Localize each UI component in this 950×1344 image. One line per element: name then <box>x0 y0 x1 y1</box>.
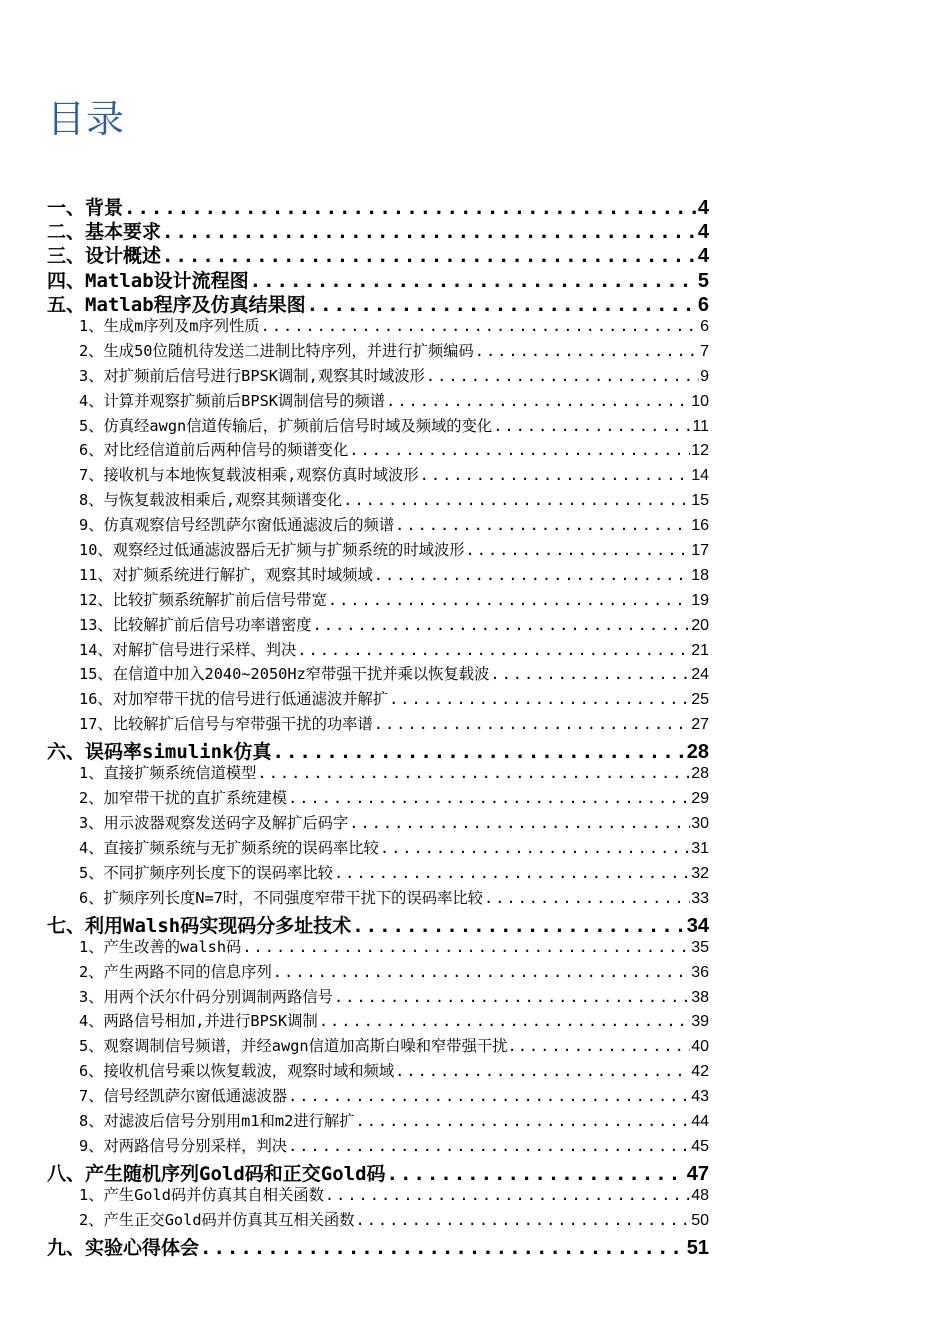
toc-section-entry[interactable] <box>47 364 709 389</box>
toc-entry-title: 8、与恢复载波相乘后,观察其频谱变化 <box>79 491 343 510</box>
toc-section-entry[interactable] <box>47 1134 709 1159</box>
toc-dot-leader <box>328 591 690 609</box>
toc-entry-title: 九、实验心得体会 <box>47 1236 200 1257</box>
toc-page-number: 31 <box>691 839 709 857</box>
toc-entry-title: 1、直接扩频系统信道模型 <box>79 764 257 783</box>
toc-dot-leader <box>352 915 686 935</box>
toc-dot-leader <box>356 1112 691 1130</box>
toc-entry-title: 2、产生两路不同的信息序列 <box>79 962 272 981</box>
toc-chapter-entry[interactable] <box>47 266 709 290</box>
toc-page-number: 25 <box>691 691 709 709</box>
toc-page-number: 29 <box>691 790 709 808</box>
toc-entry-title: 3、对扩频前后信号进行BPSK调制,观察其时域波形 <box>79 366 425 385</box>
toc-dot-leader <box>493 417 691 435</box>
toc-entry-title: 4、两路信号相加,并进行BPSK调制 <box>79 1012 318 1031</box>
toc-dot-leader <box>395 516 690 534</box>
toc-dot-leader <box>124 197 697 217</box>
toc-page-number: 33 <box>691 889 709 907</box>
toc-entry-title: 4、直接扩频系统与无扩频系统的误码率比较 <box>79 838 379 857</box>
toc-page-number: 27 <box>691 716 709 734</box>
toc-page-number: 9 <box>700 367 709 385</box>
toc-entry-title: 6、接收机信号乘以恢复载波，观察时域和频域 <box>79 1062 395 1081</box>
toc-page-number: 16 <box>691 517 709 535</box>
toc-page-number: 51 <box>686 1236 709 1257</box>
toc-section-entry[interactable] <box>47 339 709 364</box>
toc-dot-leader <box>420 466 691 484</box>
toc-entry-title: 四、Matlab设计流程图 <box>47 269 249 290</box>
toc-section-entry[interactable] <box>47 1183 709 1208</box>
toc-entry-title: 七、利用Walsh码实现码分多址技术 <box>47 914 352 935</box>
toc-dot-leader <box>484 889 690 907</box>
toc-page-number: 15 <box>691 492 709 510</box>
toc-page-number: 11 <box>692 417 709 435</box>
toc-page-number: 6 <box>700 317 709 335</box>
toc-section-entry[interactable] <box>47 836 709 861</box>
toc-entry-title: 2、加窄带干扰的直扩系统建模 <box>79 789 288 808</box>
toc-page-number: 5 <box>697 269 709 290</box>
toc-section-entry[interactable] <box>47 389 709 414</box>
toc-page-number: 4 <box>697 245 709 266</box>
toc-entry-title: 15、在信道中加入2040~2050Hz窄带强干扰并乘以恢复载波 <box>79 665 490 684</box>
toc-section-entry[interactable] <box>47 613 709 638</box>
toc-section-entry[interactable] <box>47 1084 709 1109</box>
toc-dot-leader <box>162 245 697 265</box>
toc-chapter-entry[interactable] <box>47 217 709 241</box>
toc-dot-leader <box>395 1062 690 1080</box>
toc-chapter-entry[interactable] <box>47 193 709 217</box>
toc-dot-leader <box>387 1163 686 1183</box>
toc-entry-title: 1、生成m序列及m序列性质 <box>79 316 260 335</box>
toc-section-entry[interactable] <box>47 438 709 463</box>
toc-entry-title: 17、比较解扩后信号与窄带强干扰的功率谱 <box>79 715 373 734</box>
toc-section-entry[interactable] <box>47 1034 709 1059</box>
toc-section-entry[interactable] <box>47 414 709 439</box>
toc-entry-title: 5、仿真经awgn信道传输后，扩频前后信号时域及频域的变化 <box>79 416 493 435</box>
toc-entry-title: 二、基本要求 <box>47 221 162 242</box>
toc-section-entry[interactable] <box>47 886 709 911</box>
toc-entry-title: 9、对两路信号分别采样，判决 <box>79 1136 288 1155</box>
toc-entry-title: 八、产生随机序列Gold码和正交Gold码 <box>47 1162 386 1183</box>
toc-chapter-entry[interactable] <box>47 737 709 761</box>
toc-dot-leader <box>426 367 699 385</box>
toc-page-number: 24 <box>691 666 709 684</box>
toc-section-entry[interactable] <box>47 786 709 811</box>
toc-entry-title: 6、扩频序列长度N=7时，不同强度窄带干扰下的误码率比较 <box>79 888 483 907</box>
toc-page-number: 4 <box>697 221 709 242</box>
toc-entry-title: 13、比较解扩前后信号功率谱密度 <box>79 615 312 634</box>
toc-entry-title: 六、误码率simulink仿真 <box>47 741 272 762</box>
toc-page-number: 18 <box>691 566 709 584</box>
toc-dot-leader <box>242 938 690 956</box>
toc-dot-leader <box>374 566 690 584</box>
toc-entry-title: 2、产生正交Gold码并仿真其互相关函数 <box>79 1210 355 1229</box>
toc-page-number: 34 <box>686 914 709 935</box>
toc-dot-leader <box>319 1012 690 1030</box>
toc-section-entry[interactable] <box>47 811 709 836</box>
toc-dot-leader <box>273 741 686 761</box>
toc-dot-leader <box>273 963 690 981</box>
toc-dot-leader <box>356 1211 691 1229</box>
toc-page-number: 50 <box>691 1211 709 1229</box>
page-title: 目录 <box>47 97 126 141</box>
toc-page-number: 12 <box>691 442 709 460</box>
toc-page-number: 45 <box>691 1137 709 1155</box>
toc-entry-title: 4、计算并观察扩频前后BPSK调制信号的频谱 <box>79 391 386 410</box>
toc-page-number: 28 <box>691 765 709 783</box>
toc-section-entry[interactable] <box>47 662 709 687</box>
toc-dot-leader <box>490 665 690 683</box>
toc-entry-title: 7、信号经凯萨尔窗低通滤波器 <box>79 1087 288 1106</box>
toc-dot-leader <box>288 1137 690 1155</box>
toc-page-number: 44 <box>691 1113 709 1131</box>
toc-dot-leader <box>162 221 697 241</box>
toc-section-entry[interactable] <box>47 314 709 339</box>
toc-page-number: 42 <box>691 1063 709 1081</box>
toc-chapter-entry[interactable] <box>47 290 709 314</box>
toc-entry-title: 1、产生Gold码并仿真其自相关函数 <box>79 1186 324 1204</box>
toc-entry-title: 12、比较扩频系统解扩前后信号带宽 <box>79 590 327 609</box>
toc-dot-leader <box>297 641 690 659</box>
toc-dot-leader <box>261 317 699 335</box>
toc-dot-leader <box>466 541 691 559</box>
toc-dot-leader <box>250 270 697 290</box>
toc-section-entry[interactable] <box>47 588 709 613</box>
toc-dot-leader <box>389 690 690 708</box>
toc-entry-title: 3、用示波器观察发送码字及解扩后码字 <box>79 814 349 833</box>
toc-dot-leader <box>334 988 690 1006</box>
toc-page-number: 6 <box>697 293 709 314</box>
toc-section-entry[interactable] <box>47 1208 709 1233</box>
toc-section-entry[interactable] <box>47 513 709 538</box>
toc-page-number: 40 <box>691 1038 709 1056</box>
toc-dot-leader <box>325 1186 690 1204</box>
toc-entry-title: 5、观察调制信号频谱，并经awgn信道加高斯白噪和窄带强干扰. <box>79 1037 517 1056</box>
toc-section-entry[interactable] <box>47 960 709 985</box>
toc-page-number: 7 <box>700 342 709 360</box>
toc-entry-title: 2、生成50位随机待发送二进制比特序列，并进行扩频编码 <box>79 341 474 360</box>
toc-section-entry[interactable] <box>47 1109 709 1134</box>
toc-chapter-entry[interactable] <box>47 911 709 935</box>
toc-dot-leader <box>343 491 690 509</box>
toc-dot-leader <box>380 839 690 857</box>
toc-section-entry[interactable] <box>47 985 709 1010</box>
toc-section-entry[interactable] <box>47 761 709 786</box>
toc-page-number: 48 <box>691 1187 709 1204</box>
toc-page-number: 30 <box>691 815 709 833</box>
toc-dot-leader <box>200 1237 686 1257</box>
toc-section-entry[interactable] <box>47 488 709 513</box>
toc-dot-leader <box>257 764 690 782</box>
toc-page-number: 19 <box>691 591 709 609</box>
toc-section-entry[interactable] <box>47 538 709 563</box>
toc-entry-title: 7、接收机与本地恢复载波相乘,观察仿真时域波形 <box>79 466 419 485</box>
toc-section-entry[interactable] <box>47 935 709 960</box>
toc-dot-leader <box>374 715 690 733</box>
toc-page-number: 21 <box>691 641 709 659</box>
toc-entry-title: 1、产生改善的walsh码 <box>79 937 242 956</box>
toc-dot-leader <box>386 392 690 410</box>
toc-entry-title: 8、对滤波后信号分别用m1和m2进行解扩 <box>79 1112 355 1131</box>
toc-section-entry[interactable] <box>47 463 709 488</box>
toc-page-number: 10 <box>691 392 709 410</box>
toc-dot-leader <box>288 1087 690 1105</box>
toc-page-number: 20 <box>691 616 709 634</box>
toc-section-entry[interactable] <box>47 687 709 712</box>
toc-entry-title: 5、不同扩频序列长度下的误码率比较 <box>79 863 333 882</box>
toc-page-number: 38 <box>691 988 709 1006</box>
toc-page-number: 39 <box>691 1013 709 1031</box>
toc-page-number: 32 <box>691 864 709 882</box>
toc-chapter-entry[interactable] <box>47 241 709 265</box>
toc-section-entry[interactable] <box>47 861 709 886</box>
toc-dot-leader <box>518 1037 691 1055</box>
toc-entry-title: 3、用两个沃尔什码分别调制两路信号 <box>79 987 333 1006</box>
toc-page-number: 4 <box>697 197 709 218</box>
toc-dot-leader <box>313 616 691 634</box>
toc-entry-title: 6、对比经信道前后两种信号的频谱变化 <box>79 441 349 460</box>
toc-section-entry[interactable] <box>47 563 709 588</box>
toc-dot-leader <box>475 342 699 360</box>
toc-page-number: 14 <box>691 467 709 485</box>
toc-entry-title: 10、观察经过低通滤波器后无扩频与扩频系统的时域波形 <box>79 540 465 559</box>
toc-section-entry[interactable] <box>47 1059 709 1084</box>
toc-section-entry[interactable] <box>47 1009 709 1034</box>
toc-dot-leader <box>307 294 697 314</box>
toc-chapter-entry[interactable] <box>47 1233 709 1257</box>
toc-dot-leader <box>288 789 690 807</box>
toc-entry-title: 11、对扩频系统进行解扩，观察其时域频域 <box>79 565 373 584</box>
toc-dot-leader <box>349 814 690 832</box>
toc-section-entry[interactable] <box>47 638 709 663</box>
toc-page-number: 43 <box>691 1088 709 1106</box>
toc-page-number: 35 <box>691 938 709 956</box>
toc-dot-leader <box>334 864 690 882</box>
toc-entry-title: 三、设计概述 <box>47 245 162 266</box>
toc-chapter-entry[interactable] <box>47 1159 709 1183</box>
toc-entry-title: 五、Matlab程序及仿真结果图 <box>47 293 306 314</box>
table-of-contents <box>47 193 709 1257</box>
toc-entry-title: 一、背景 <box>47 197 124 218</box>
toc-entry-title: 16、对加窄带干扰的信号进行低通滤波并解扩 <box>79 690 389 709</box>
toc-section-entry[interactable] <box>47 712 709 737</box>
toc-page-number: 47 <box>686 1162 709 1183</box>
toc-entry-title: 9、仿真观察信号经凯萨尔窗低通滤波后的频谱 <box>79 516 395 535</box>
toc-entry-title: 14、对解扩信号进行采样、判决 <box>79 640 297 659</box>
toc-page-number: 36 <box>691 963 709 981</box>
toc-dot-leader <box>349 441 690 459</box>
toc-page-number: 28 <box>686 741 709 762</box>
toc-page-number: 17 <box>691 541 709 559</box>
